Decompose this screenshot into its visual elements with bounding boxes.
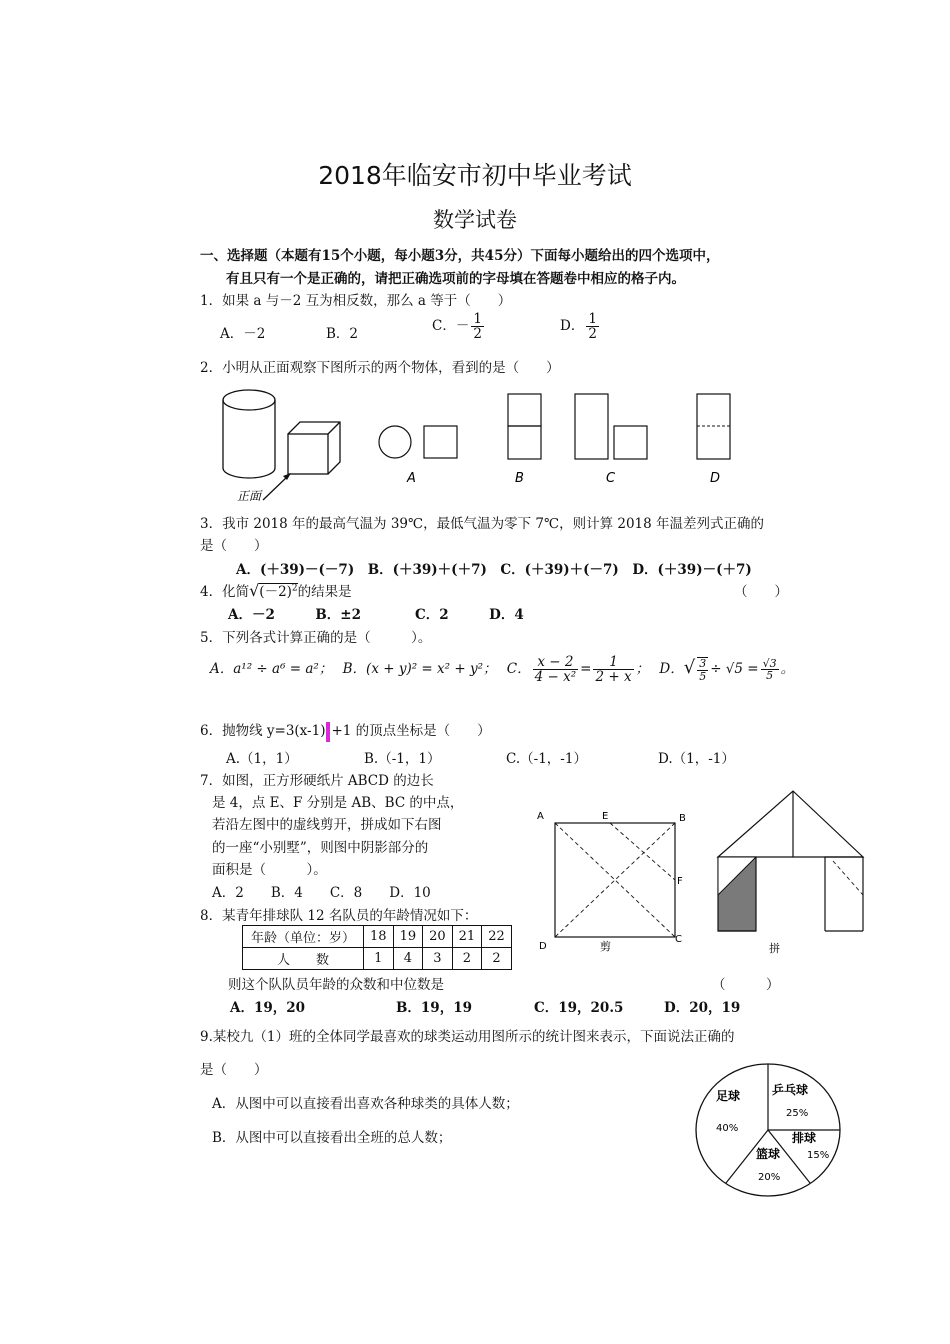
pie-category-label: 排球 (792, 1131, 817, 1145)
q7-line4: 的一座“小别墅”，则图中阴影部分的 (212, 840, 429, 856)
fraction-numerator: x − 2 (533, 655, 579, 670)
fraction-denominator: 2 + x (595, 669, 632, 686)
cylinder-shape (223, 390, 275, 478)
q5-options (210, 655, 794, 684)
table-cell: 20 (423, 926, 453, 948)
q9-stem-line2: 是（ ） (200, 1062, 268, 1078)
age-table (242, 925, 512, 970)
q6-stem-part2: +1 的顶点坐标是（ ） (331, 723, 491, 739)
table-row (243, 926, 512, 948)
q1-option-d-prefix: D． (560, 318, 585, 335)
point-a-label: A (537, 811, 544, 822)
q4-radicand (259, 583, 297, 600)
pie-chart (690, 1060, 850, 1200)
q4-exponent: 2 (291, 583, 298, 594)
section-heading-line2: 有且只有一个是正确的，请把正确选项前的字母填在答题卷中相应的格子内。 (226, 271, 685, 287)
q1-option-b: B．2 (326, 326, 359, 342)
table-header-count: 人 数 (243, 948, 364, 970)
q8-option-d: D．20，19 (664, 1000, 741, 1016)
q7-line2: 是 4，点 E、F 分别是 AB、BC 的中点， (212, 795, 464, 811)
fraction-denominator: 4 − x² (534, 669, 577, 686)
sqrt-sign: √ (683, 657, 696, 679)
q1-option-a: A．－2 (220, 326, 266, 342)
q6-option-b: B.（-1，1） (364, 751, 441, 767)
square-abcd (555, 823, 675, 937)
q5-option-c (506, 654, 654, 686)
option-b-top-square (508, 394, 541, 426)
q6-option-c: C.（-1，-1） (506, 751, 587, 767)
q5-option-c-suffix: ； (635, 661, 650, 678)
table-cell: 18 (364, 926, 394, 948)
page-title: 2018年临安市初中毕业考试 (318, 161, 632, 190)
fraction-numerator: 1 (588, 311, 597, 327)
q8-answer-paren: （ ） (712, 977, 780, 993)
q4-stem-suffix: 的结果是 (297, 584, 352, 600)
table-cell: 1 (364, 948, 394, 970)
option-c-tall-rect (575, 394, 608, 459)
pie-value-label: 40% (716, 1123, 739, 1134)
fraction-denominator: 2 (588, 326, 597, 343)
fraction-numerator: 1 (473, 311, 482, 327)
q1-stem: 1．如果 a 与－2 互为相反数，那么 a 等于（ ） (200, 293, 512, 309)
q2-figure (215, 382, 755, 507)
table-cell: 2 (482, 948, 512, 970)
table-cell: 4 (393, 948, 423, 970)
fraction-numerator: 3 (699, 657, 707, 671)
point-f-label: F (677, 876, 683, 887)
q5-option-a: A．a¹² ÷ a⁶ = a²； (210, 661, 333, 678)
option-b-label: B (515, 471, 524, 486)
table-cell: 3 (423, 948, 453, 970)
fraction-denominator: 2 (473, 326, 482, 343)
q5-option-d-prefix: D． (659, 661, 684, 678)
fraction-denominator: 5 (766, 669, 774, 683)
q6-option-d: D.（1，-1） (658, 751, 735, 767)
q9-stem-line1: 9.某校九（1）班的全体同学最喜欢的球类运动用图所示的统计图来表示，下面说法正确的 (200, 1029, 735, 1045)
page-subtitle: 数学试卷 (433, 208, 517, 232)
q8-option-b: B．19，19 (396, 1000, 472, 1016)
q3-stem-line1: 3．我市 2018 年的最高气温为 39℃，最低气温为零下 7℃，则计算 2018 年温差列式正确的 (200, 516, 765, 532)
q5-option-d-fraction1 (697, 657, 708, 682)
q5-option-d (659, 656, 795, 683)
table-cell: 19 (393, 926, 423, 948)
cube-shape (288, 422, 340, 474)
q3-options: A．(＋39)－(－7) B．(＋39)＋(＋7) C．(＋39)＋(－7) D．(＋39)－(＋7) (236, 562, 752, 578)
point-c-label: C (675, 934, 682, 945)
pie-value-label: 25% (786, 1108, 809, 1119)
pie-value-label: 15% (807, 1150, 830, 1161)
option-c-square (614, 426, 647, 459)
q4-radicand-base: (－2) (259, 584, 292, 600)
option-a-label: A (407, 471, 416, 486)
table-row (243, 948, 512, 970)
option-b-bottom-square (508, 426, 541, 459)
option-a-square (424, 426, 457, 458)
q5-option-c-fraction2 (593, 655, 633, 684)
front-label: 正面 (237, 489, 262, 503)
q5-option-c-equals: = (580, 661, 592, 678)
q5-option-c-prefix: C． (506, 661, 531, 678)
q7-line1: 7．如图，正方形硬纸片 ABCD 的边长 (200, 773, 434, 789)
q3-stem-line2: 是（ ） (200, 538, 268, 554)
q1-option-c-fraction (471, 312, 484, 341)
q8-option-a: A．19，20 (230, 1000, 306, 1016)
q5-option-d-middle: ÷ √5 = (710, 661, 759, 678)
q8-question: 则这个队队员年龄的众数和中位数是 (228, 977, 444, 993)
option-a-circle (379, 426, 411, 458)
pie-category-label: 篮球 (756, 1147, 781, 1161)
fraction-numerator: 1 (593, 655, 633, 670)
q6-stem (200, 719, 491, 742)
q8-option-c: C．19，20.5 (534, 1000, 624, 1016)
q1-option-d-fraction (586, 312, 599, 341)
q7-line3: 若沿左图中的虚线剪开，拼成如下右图 (212, 817, 442, 833)
point-e-label: E (602, 811, 609, 822)
house-dashed-line (833, 861, 863, 895)
q6-stem-part1: 6．抛物线 y=3(x-1) (200, 723, 326, 739)
q1-option-d (560, 312, 601, 341)
q1-option-c (432, 312, 486, 341)
table-cell: 2 (452, 948, 482, 970)
q4-options: A．－2 B．±2 C．2 D．4 (228, 607, 524, 623)
q4-stem (200, 580, 352, 600)
q5-option-c-fraction1 (533, 655, 579, 684)
cut-label: 剪 (600, 940, 611, 953)
q4-answer-paren: （ ） (734, 584, 788, 600)
table-header-age: 年龄（单位：岁） (243, 926, 364, 948)
point-d-label: D (539, 941, 547, 952)
text-cursor-marker (326, 722, 330, 742)
point-b-label: B (679, 813, 686, 824)
option-c-label: C (606, 471, 616, 486)
q9-option-b: B．从图中可以直接看出全班的总人数； (212, 1130, 452, 1146)
pie-value-label: 20% (758, 1172, 781, 1183)
q6-option-a: A.（1，1） (226, 751, 298, 767)
q8-stem: 8．某青年排球队 12 名队员的年龄情况如下： (200, 908, 478, 924)
q9-option-a: A．从图中可以直接看出喜欢各种球类的具体人数； (212, 1096, 519, 1112)
pie-category-label: 乒乓球 (772, 1083, 809, 1097)
table-cell: 22 (482, 926, 512, 948)
q7-options: A．2 B．4 C．8 D．10 (212, 885, 431, 901)
sqrt-sign: √ (249, 581, 260, 600)
join-label: 拼 (769, 942, 780, 955)
section-heading-line1: 一、选择题（本题有15个小题，每小题3分，共45分）下面每小题给出的四个选项中， (200, 248, 720, 264)
fraction-denominator: 5 (699, 669, 707, 683)
q2-stem: 2．小明从正面观察下图所示的两个物体，看到的是（ ） (200, 360, 560, 376)
q5-option-b: B．(x + y)² = x² + y²； (342, 661, 497, 678)
option-d-label: D (710, 471, 721, 486)
q5-stem: 5．下列各式计算正确的是（ ）。 (200, 630, 432, 646)
table-cell: 21 (452, 926, 482, 948)
q1-option-c-prefix: C．－ (432, 318, 470, 335)
q7-line5: 面积是（ ）。 (212, 862, 327, 878)
q4-stem-prefix: 4．化简 (200, 584, 250, 600)
front-arrow (263, 476, 288, 500)
fraction-numerator: √3 (762, 656, 777, 670)
q5-option-d-suffix: 。 (780, 661, 795, 678)
q5-option-d-fraction2 (761, 658, 779, 682)
pie-category-label: 足球 (716, 1089, 741, 1103)
q7-figure (530, 785, 875, 960)
